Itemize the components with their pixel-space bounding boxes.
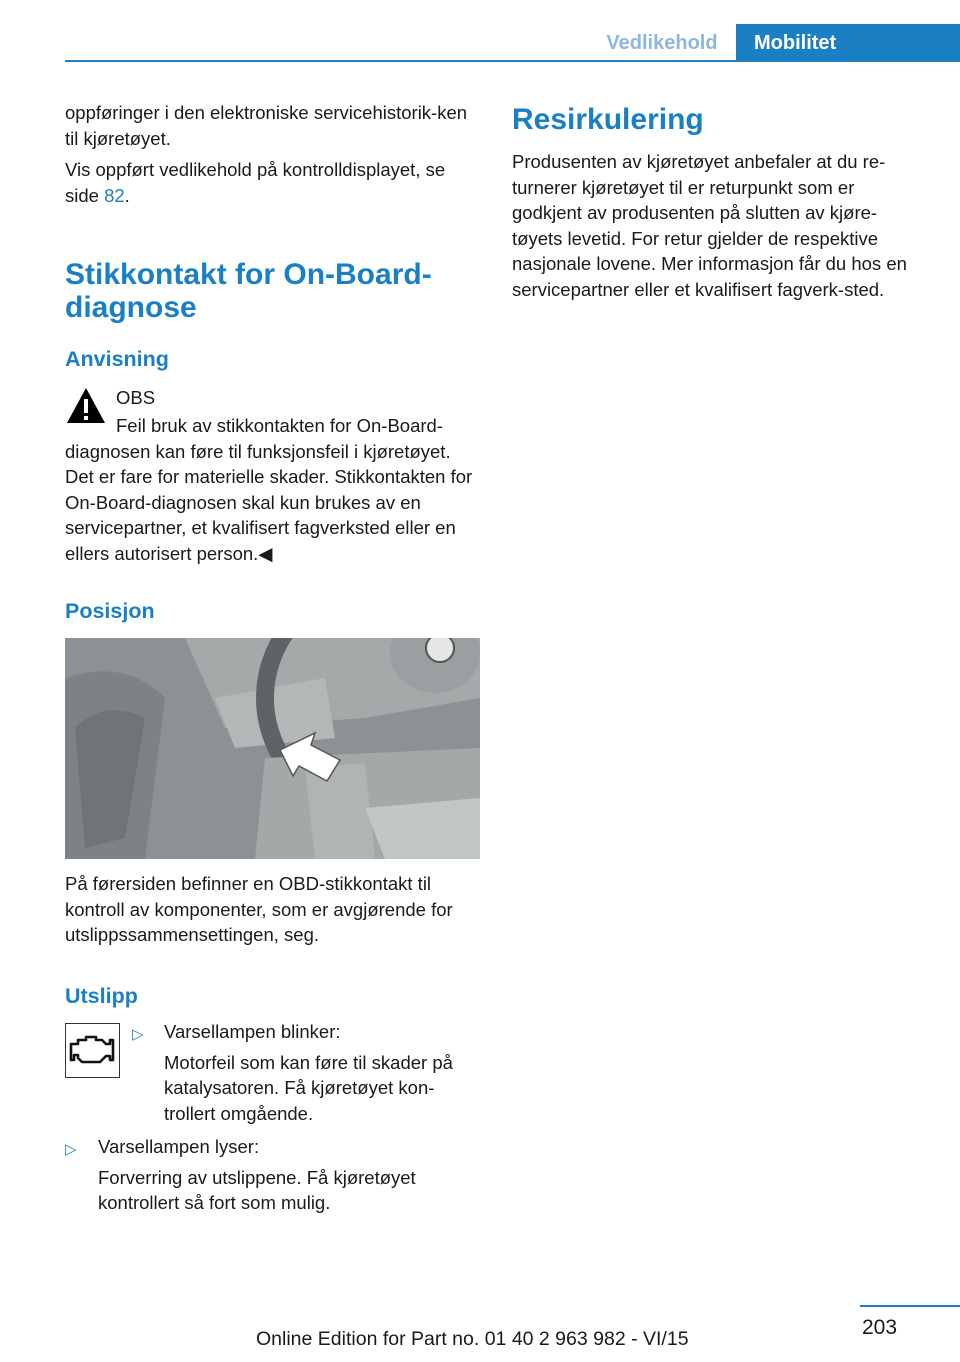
posisjon-heading: Posisjon xyxy=(65,599,155,623)
bullet-2 xyxy=(98,1134,480,1216)
intro-paragraph-2 xyxy=(65,157,483,208)
resirkulering-heading: Resirkulering xyxy=(512,103,704,136)
photo-caption: På førersiden befinner en OBD-stikkontakt til kontroll av komponenter, som er avgjørende for utslippssammensettingen, seg. xyxy=(65,873,453,945)
section-title-line-2: diagnose xyxy=(65,291,197,324)
obd-location-photo xyxy=(65,638,480,859)
bullet-2-icon: ▷ xyxy=(65,1141,77,1158)
bullet-1-title: Varsellampen blinker: xyxy=(164,1021,341,1042)
page-number: 203 xyxy=(862,1316,898,1339)
engine-warning-icon xyxy=(65,1023,120,1078)
bullet-2-title: Varsellampen lyser: xyxy=(98,1136,260,1157)
intro-text-pre: Vis oppført vedlikehold på kontrolldisplayet, se side xyxy=(65,159,446,206)
header-rule xyxy=(65,60,960,62)
anvisning-heading: Anvisning xyxy=(65,347,169,371)
bullet-1-icon: ▷ xyxy=(132,1026,144,1043)
bullet-2-text: Forverring av utslippene. Få kjøretøyet kontrollert så fort som mulig. xyxy=(98,1166,416,1213)
warning-title: OBS xyxy=(116,387,156,408)
bullet-1-text: Motorfeil som kan føre til skader på katalysatoren. Få kjøretøyet kon‐trollert omgående. xyxy=(164,1051,453,1124)
bullet-1 xyxy=(164,1019,480,1126)
warning-block xyxy=(65,413,483,566)
section-title-line-1: Stikkontakt for On-Board- xyxy=(65,258,432,291)
intro-text xyxy=(65,100,483,208)
tab-mobilitet[interactable]: Mobilitet xyxy=(736,24,960,62)
intro-paragraph-1: oppføringer i den elektroniske servicehistorik‐ken til kjøretøyet. xyxy=(65,102,468,149)
intro-text-post: . xyxy=(124,184,130,206)
warning-text: Feil bruk av stikkontakten for On-Board-diagnosen kan føre til funksjonsfeil i kjøretøyet. Det er fare for materielle skader. Stikkontakten for On-Board-diagnosen skal kun brukes av en servicepartner, et kvalifisert fagverksted eller en ellers autorisert person.◀ xyxy=(65,415,473,564)
tab-vedlikehold[interactable]: Vedlikehold xyxy=(606,32,718,54)
utslipp-heading: Utslipp xyxy=(65,984,138,1008)
section-title-obd xyxy=(65,258,483,324)
page-link-82[interactable]: 82 xyxy=(104,184,125,206)
resirkulering-text: Produsenten av kjøretøyet anbefaler at du re‐turnerer kjøretøyet til er returpunkt som er godkjent av produsenten på slutten av kjøre‐tøyets levetid. For retur gjelder de respektive nasjonale lovene. Mer informasjon får du hos en servicepartner eller et kvalifisert fagverk‐sted. xyxy=(512,151,907,300)
edition-footer: Online Edition for Part no. 01 40 2 963 982 - VI/15 xyxy=(256,1328,689,1350)
footer-rule xyxy=(860,1305,960,1307)
